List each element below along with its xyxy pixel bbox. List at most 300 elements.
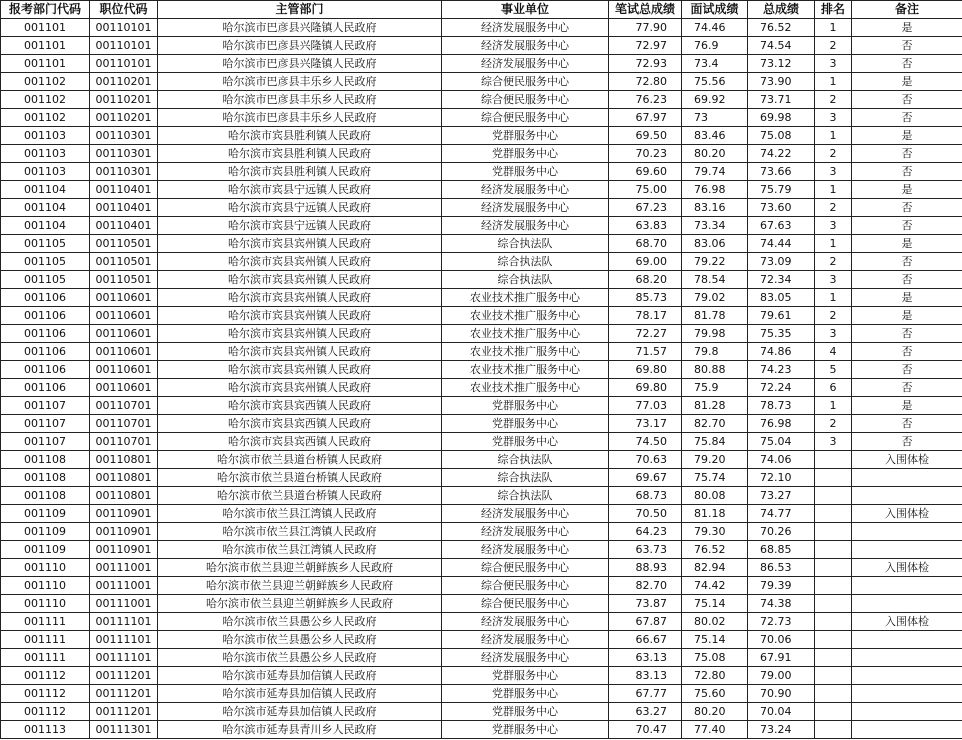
dept-code-cell[interactable]: 001109 [1, 523, 90, 541]
institution-cell[interactable]: 农业技术推广服务中心 [442, 307, 609, 325]
header-remark[interactable]: 备注 [852, 1, 962, 19]
rank-cell[interactable] [815, 721, 852, 739]
header-supervisor-dept[interactable]: 主管部门 [158, 1, 442, 19]
total-score-cell[interactable]: 70.26 [748, 523, 815, 541]
interview-score-cell[interactable]: 72.80 [682, 667, 748, 685]
interview-score-cell[interactable]: 79.20 [682, 451, 748, 469]
written-score-cell[interactable]: 85.73 [609, 289, 682, 307]
rank-cell[interactable]: 1 [815, 235, 852, 253]
supervisor-dept-cell[interactable]: 哈尔滨市巴彦县丰乐乡人民政府 [158, 73, 442, 91]
dept-code-cell[interactable]: 001106 [1, 379, 90, 397]
rank-cell[interactable] [815, 559, 852, 577]
dept-code-cell[interactable]: 001104 [1, 217, 90, 235]
rank-cell[interactable]: 6 [815, 379, 852, 397]
rank-cell[interactable]: 3 [815, 109, 852, 127]
rank-cell[interactable]: 3 [815, 433, 852, 451]
position-code-cell[interactable]: 00110601 [90, 307, 158, 325]
position-code-cell[interactable]: 00111101 [90, 649, 158, 667]
remark-cell[interactable] [852, 595, 962, 613]
rank-cell[interactable] [815, 667, 852, 685]
interview-score-cell[interactable]: 75.14 [682, 631, 748, 649]
total-score-cell[interactable]: 76.52 [748, 19, 815, 37]
rank-cell[interactable]: 1 [815, 289, 852, 307]
rank-cell[interactable] [815, 595, 852, 613]
supervisor-dept-cell[interactable]: 哈尔滨市宾县宁远镇人民政府 [158, 199, 442, 217]
dept-code-cell[interactable]: 001112 [1, 703, 90, 721]
remark-cell[interactable]: 否 [852, 379, 962, 397]
remark-cell[interactable]: 入围体检 [852, 505, 962, 523]
supervisor-dept-cell[interactable]: 哈尔滨市宾县宾州镇人民政府 [158, 289, 442, 307]
dept-code-cell[interactable]: 001102 [1, 109, 90, 127]
position-code-cell[interactable]: 00111001 [90, 559, 158, 577]
position-code-cell[interactable]: 00110901 [90, 541, 158, 559]
supervisor-dept-cell[interactable]: 哈尔滨市宾县宾州镇人民政府 [158, 325, 442, 343]
remark-cell[interactable]: 否 [852, 271, 962, 289]
supervisor-dept-cell[interactable]: 哈尔滨市宾县宾州镇人民政府 [158, 343, 442, 361]
total-score-cell[interactable]: 74.38 [748, 595, 815, 613]
position-code-cell[interactable]: 00110801 [90, 451, 158, 469]
total-score-cell[interactable]: 72.34 [748, 271, 815, 289]
position-code-cell[interactable]: 00110601 [90, 361, 158, 379]
supervisor-dept-cell[interactable]: 哈尔滨市巴彦县丰乐乡人民政府 [158, 109, 442, 127]
institution-cell[interactable]: 综合便民服务中心 [442, 577, 609, 595]
supervisor-dept-cell[interactable]: 哈尔滨市宾县宾州镇人民政府 [158, 235, 442, 253]
interview-score-cell[interactable]: 73.4 [682, 55, 748, 73]
written-score-cell[interactable]: 73.87 [609, 595, 682, 613]
interview-score-cell[interactable]: 79.30 [682, 523, 748, 541]
interview-score-cell[interactable]: 76.98 [682, 181, 748, 199]
written-score-cell[interactable]: 82.70 [609, 577, 682, 595]
position-code-cell[interactable]: 00111101 [90, 631, 158, 649]
total-score-cell[interactable]: 73.27 [748, 487, 815, 505]
written-score-cell[interactable]: 76.23 [609, 91, 682, 109]
supervisor-dept-cell[interactable]: 哈尔滨市延寿县加信镇人民政府 [158, 685, 442, 703]
interview-score-cell[interactable]: 82.70 [682, 415, 748, 433]
supervisor-dept-cell[interactable]: 哈尔滨市巴彦县兴隆镇人民政府 [158, 37, 442, 55]
position-code-cell[interactable]: 00110101 [90, 37, 158, 55]
supervisor-dept-cell[interactable]: 哈尔滨市延寿县加信镇人民政府 [158, 703, 442, 721]
total-score-cell[interactable]: 73.09 [748, 253, 815, 271]
institution-cell[interactable]: 经济发展服务中心 [442, 217, 609, 235]
rank-cell[interactable]: 2 [815, 199, 852, 217]
dept-code-cell[interactable]: 001111 [1, 631, 90, 649]
institution-cell[interactable]: 经济发展服务中心 [442, 19, 609, 37]
rank-cell[interactable]: 1 [815, 73, 852, 91]
interview-score-cell[interactable]: 80.08 [682, 487, 748, 505]
position-code-cell[interactable]: 00110701 [90, 415, 158, 433]
position-code-cell[interactable]: 00110501 [90, 271, 158, 289]
dept-code-cell[interactable]: 001110 [1, 595, 90, 613]
interview-score-cell[interactable]: 79.74 [682, 163, 748, 181]
total-score-cell[interactable]: 83.05 [748, 289, 815, 307]
institution-cell[interactable]: 经济发展服务中心 [442, 37, 609, 55]
position-code-cell[interactable]: 00110101 [90, 19, 158, 37]
written-score-cell[interactable]: 72.27 [609, 325, 682, 343]
interview-score-cell[interactable]: 81.18 [682, 505, 748, 523]
institution-cell[interactable]: 农业技术推广服务中心 [442, 289, 609, 307]
total-score-cell[interactable]: 73.24 [748, 721, 815, 739]
written-score-cell[interactable]: 67.77 [609, 685, 682, 703]
written-score-cell[interactable]: 69.50 [609, 127, 682, 145]
supervisor-dept-cell[interactable]: 哈尔滨市宾县宾州镇人民政府 [158, 307, 442, 325]
remark-cell[interactable] [852, 523, 962, 541]
supervisor-dept-cell[interactable]: 哈尔滨市依兰县江湾镇人民政府 [158, 541, 442, 559]
dept-code-cell[interactable]: 001102 [1, 91, 90, 109]
total-score-cell[interactable]: 73.90 [748, 73, 815, 91]
position-code-cell[interactable]: 00110201 [90, 109, 158, 127]
rank-cell[interactable]: 1 [815, 397, 852, 415]
supervisor-dept-cell[interactable]: 哈尔滨市依兰县迎兰朝鲜族乡人民政府 [158, 577, 442, 595]
interview-score-cell[interactable]: 80.20 [682, 703, 748, 721]
institution-cell[interactable]: 党群服务中心 [442, 685, 609, 703]
institution-cell[interactable]: 经济发展服务中心 [442, 505, 609, 523]
dept-code-cell[interactable]: 001109 [1, 541, 90, 559]
rank-cell[interactable]: 1 [815, 19, 852, 37]
interview-score-cell[interactable]: 79.02 [682, 289, 748, 307]
supervisor-dept-cell[interactable]: 哈尔滨市宾县宾州镇人民政府 [158, 379, 442, 397]
total-score-cell[interactable]: 74.22 [748, 145, 815, 163]
header-institution[interactable]: 事业单位 [442, 1, 609, 19]
position-code-cell[interactable]: 00111201 [90, 685, 158, 703]
written-score-cell[interactable]: 67.97 [609, 109, 682, 127]
interview-score-cell[interactable]: 73.34 [682, 217, 748, 235]
dept-code-cell[interactable]: 001101 [1, 37, 90, 55]
total-score-cell[interactable]: 75.79 [748, 181, 815, 199]
institution-cell[interactable]: 综合便民服务中心 [442, 109, 609, 127]
dept-code-cell[interactable]: 001105 [1, 235, 90, 253]
remark-cell[interactable]: 否 [852, 145, 962, 163]
total-score-cell[interactable]: 74.86 [748, 343, 815, 361]
institution-cell[interactable]: 综合执法队 [442, 253, 609, 271]
written-score-cell[interactable]: 77.03 [609, 397, 682, 415]
rank-cell[interactable] [815, 451, 852, 469]
supervisor-dept-cell[interactable]: 哈尔滨市宾县宾西镇人民政府 [158, 397, 442, 415]
supervisor-dept-cell[interactable]: 哈尔滨市延寿县青川乡人民政府 [158, 721, 442, 739]
remark-cell[interactable]: 入围体检 [852, 451, 962, 469]
supervisor-dept-cell[interactable]: 哈尔滨市依兰县江湾镇人民政府 [158, 523, 442, 541]
total-score-cell[interactable]: 67.91 [748, 649, 815, 667]
remark-cell[interactable]: 否 [852, 199, 962, 217]
supervisor-dept-cell[interactable]: 哈尔滨市宾县宾西镇人民政府 [158, 433, 442, 451]
written-score-cell[interactable]: 72.97 [609, 37, 682, 55]
rank-cell[interactable] [815, 505, 852, 523]
position-code-cell[interactable]: 00110401 [90, 217, 158, 235]
total-score-cell[interactable]: 78.73 [748, 397, 815, 415]
dept-code-cell[interactable]: 001106 [1, 361, 90, 379]
supervisor-dept-cell[interactable]: 哈尔滨市依兰县愚公乡人民政府 [158, 649, 442, 667]
institution-cell[interactable]: 党群服务中心 [442, 433, 609, 451]
dept-code-cell[interactable]: 001106 [1, 307, 90, 325]
written-score-cell[interactable]: 63.27 [609, 703, 682, 721]
total-score-cell[interactable]: 68.85 [748, 541, 815, 559]
remark-cell[interactable]: 是 [852, 235, 962, 253]
total-score-cell[interactable]: 70.04 [748, 703, 815, 721]
interview-score-cell[interactable]: 82.94 [682, 559, 748, 577]
interview-score-cell[interactable]: 76.9 [682, 37, 748, 55]
written-score-cell[interactable]: 74.50 [609, 433, 682, 451]
remark-cell[interactable]: 否 [852, 325, 962, 343]
institution-cell[interactable]: 经济发展服务中心 [442, 523, 609, 541]
interview-score-cell[interactable]: 75.84 [682, 433, 748, 451]
remark-cell[interactable]: 否 [852, 109, 962, 127]
rank-cell[interactable]: 3 [815, 55, 852, 73]
rank-cell[interactable]: 2 [815, 307, 852, 325]
dept-code-cell[interactable]: 001109 [1, 505, 90, 523]
institution-cell[interactable]: 综合便民服务中心 [442, 595, 609, 613]
interview-score-cell[interactable]: 75.74 [682, 469, 748, 487]
institution-cell[interactable]: 党群服务中心 [442, 415, 609, 433]
total-score-cell[interactable]: 75.04 [748, 433, 815, 451]
written-score-cell[interactable]: 69.67 [609, 469, 682, 487]
supervisor-dept-cell[interactable]: 哈尔滨市依兰县迎兰朝鲜族乡人民政府 [158, 559, 442, 577]
supervisor-dept-cell[interactable]: 哈尔滨市宾县宾州镇人民政府 [158, 361, 442, 379]
total-score-cell[interactable]: 69.98 [748, 109, 815, 127]
total-score-cell[interactable]: 74.06 [748, 451, 815, 469]
interview-score-cell[interactable]: 76.52 [682, 541, 748, 559]
dept-code-cell[interactable]: 001101 [1, 55, 90, 73]
position-code-cell[interactable]: 00110801 [90, 469, 158, 487]
remark-cell[interactable] [852, 649, 962, 667]
supervisor-dept-cell[interactable]: 哈尔滨市依兰县愚公乡人民政府 [158, 613, 442, 631]
remark-cell[interactable] [852, 631, 962, 649]
written-score-cell[interactable]: 70.47 [609, 721, 682, 739]
supervisor-dept-cell[interactable]: 哈尔滨市依兰县道台桥镇人民政府 [158, 469, 442, 487]
remark-cell[interactable] [852, 487, 962, 505]
supervisor-dept-cell[interactable]: 哈尔滨市延寿县加信镇人民政府 [158, 667, 442, 685]
dept-code-cell[interactable]: 001105 [1, 253, 90, 271]
total-score-cell[interactable]: 79.61 [748, 307, 815, 325]
remark-cell[interactable]: 否 [852, 217, 962, 235]
remark-cell[interactable]: 否 [852, 433, 962, 451]
remark-cell[interactable]: 否 [852, 415, 962, 433]
dept-code-cell[interactable]: 001113 [1, 721, 90, 739]
position-code-cell[interactable]: 00110201 [90, 91, 158, 109]
total-score-cell[interactable]: 86.53 [748, 559, 815, 577]
written-score-cell[interactable]: 69.80 [609, 361, 682, 379]
dept-code-cell[interactable]: 001112 [1, 667, 90, 685]
dept-code-cell[interactable]: 001107 [1, 415, 90, 433]
supervisor-dept-cell[interactable]: 哈尔滨市依兰县愚公乡人民政府 [158, 631, 442, 649]
dept-code-cell[interactable]: 001106 [1, 325, 90, 343]
institution-cell[interactable]: 经济发展服务中心 [442, 541, 609, 559]
position-code-cell[interactable]: 00110601 [90, 289, 158, 307]
written-score-cell[interactable]: 64.23 [609, 523, 682, 541]
position-code-cell[interactable]: 00110601 [90, 379, 158, 397]
written-score-cell[interactable]: 69.00 [609, 253, 682, 271]
header-dept-code[interactable]: 报考部门代码 [1, 1, 90, 19]
institution-cell[interactable]: 农业技术推广服务中心 [442, 379, 609, 397]
dept-code-cell[interactable]: 001108 [1, 451, 90, 469]
institution-cell[interactable]: 综合便民服务中心 [442, 91, 609, 109]
institution-cell[interactable]: 经济发展服务中心 [442, 649, 609, 667]
interview-score-cell[interactable]: 75.60 [682, 685, 748, 703]
position-code-cell[interactable]: 00111301 [90, 721, 158, 739]
dept-code-cell[interactable]: 001107 [1, 397, 90, 415]
header-position-code[interactable]: 职位代码 [90, 1, 158, 19]
position-code-cell[interactable]: 00110901 [90, 523, 158, 541]
written-score-cell[interactable]: 88.93 [609, 559, 682, 577]
rank-cell[interactable]: 2 [815, 145, 852, 163]
interview-score-cell[interactable]: 79.8 [682, 343, 748, 361]
total-score-cell[interactable]: 67.63 [748, 217, 815, 235]
position-code-cell[interactable]: 00111201 [90, 703, 158, 721]
rank-cell[interactable] [815, 649, 852, 667]
interview-score-cell[interactable]: 75.14 [682, 595, 748, 613]
institution-cell[interactable]: 党群服务中心 [442, 163, 609, 181]
dept-code-cell[interactable]: 001106 [1, 289, 90, 307]
dept-code-cell[interactable]: 001112 [1, 685, 90, 703]
total-score-cell[interactable]: 73.71 [748, 91, 815, 109]
institution-cell[interactable]: 农业技术推广服务中心 [442, 361, 609, 379]
supervisor-dept-cell[interactable]: 哈尔滨市宾县宾西镇人民政府 [158, 415, 442, 433]
remark-cell[interactable]: 否 [852, 361, 962, 379]
institution-cell[interactable]: 经济发展服务中心 [442, 631, 609, 649]
position-code-cell[interactable]: 00110301 [90, 145, 158, 163]
supervisor-dept-cell[interactable]: 哈尔滨市宾县胜利镇人民政府 [158, 145, 442, 163]
rank-cell[interactable] [815, 541, 852, 559]
written-score-cell[interactable]: 83.13 [609, 667, 682, 685]
institution-cell[interactable]: 农业技术推广服务中心 [442, 343, 609, 361]
institution-cell[interactable]: 经济发展服务中心 [442, 55, 609, 73]
interview-score-cell[interactable]: 80.20 [682, 145, 748, 163]
interview-score-cell[interactable]: 79.22 [682, 253, 748, 271]
written-score-cell[interactable]: 63.13 [609, 649, 682, 667]
remark-cell[interactable]: 入围体检 [852, 613, 962, 631]
rank-cell[interactable] [815, 613, 852, 631]
institution-cell[interactable]: 综合执法队 [442, 487, 609, 505]
supervisor-dept-cell[interactable]: 哈尔滨市依兰县江湾镇人民政府 [158, 505, 442, 523]
total-score-cell[interactable]: 74.77 [748, 505, 815, 523]
remark-cell[interactable] [852, 577, 962, 595]
position-code-cell[interactable]: 00110701 [90, 433, 158, 451]
institution-cell[interactable]: 综合便民服务中心 [442, 73, 609, 91]
interview-score-cell[interactable]: 81.78 [682, 307, 748, 325]
remark-cell[interactable] [852, 667, 962, 685]
institution-cell[interactable]: 党群服务中心 [442, 667, 609, 685]
interview-score-cell[interactable]: 83.46 [682, 127, 748, 145]
written-score-cell[interactable]: 73.17 [609, 415, 682, 433]
written-score-cell[interactable]: 77.90 [609, 19, 682, 37]
interview-score-cell[interactable]: 83.06 [682, 235, 748, 253]
dept-code-cell[interactable]: 001102 [1, 73, 90, 91]
dept-code-cell[interactable]: 001104 [1, 199, 90, 217]
position-code-cell[interactable]: 00110701 [90, 397, 158, 415]
total-score-cell[interactable]: 76.98 [748, 415, 815, 433]
position-code-cell[interactable]: 00111001 [90, 577, 158, 595]
written-score-cell[interactable]: 69.60 [609, 163, 682, 181]
written-score-cell[interactable]: 70.63 [609, 451, 682, 469]
written-score-cell[interactable]: 68.73 [609, 487, 682, 505]
rank-cell[interactable]: 2 [815, 37, 852, 55]
interview-score-cell[interactable]: 79.98 [682, 325, 748, 343]
header-total-score[interactable]: 总成绩 [748, 1, 815, 19]
remark-cell[interactable]: 是 [852, 289, 962, 307]
rank-cell[interactable] [815, 631, 852, 649]
written-score-cell[interactable]: 68.70 [609, 235, 682, 253]
total-score-cell[interactable]: 74.54 [748, 37, 815, 55]
written-score-cell[interactable]: 71.57 [609, 343, 682, 361]
rank-cell[interactable]: 1 [815, 127, 852, 145]
written-score-cell[interactable]: 63.83 [609, 217, 682, 235]
remark-cell[interactable] [852, 469, 962, 487]
written-score-cell[interactable]: 68.20 [609, 271, 682, 289]
total-score-cell[interactable]: 70.06 [748, 631, 815, 649]
written-score-cell[interactable]: 66.67 [609, 631, 682, 649]
interview-score-cell[interactable]: 75.56 [682, 73, 748, 91]
remark-cell[interactable]: 是 [852, 307, 962, 325]
dept-code-cell[interactable]: 001111 [1, 613, 90, 631]
institution-cell[interactable]: 综合执法队 [442, 469, 609, 487]
total-score-cell[interactable]: 72.24 [748, 379, 815, 397]
institution-cell[interactable]: 经济发展服务中心 [442, 181, 609, 199]
interview-score-cell[interactable]: 73 [682, 109, 748, 127]
total-score-cell[interactable]: 79.00 [748, 667, 815, 685]
supervisor-dept-cell[interactable]: 哈尔滨市宾县胜利镇人民政府 [158, 127, 442, 145]
position-code-cell[interactable]: 00111001 [90, 595, 158, 613]
header-interview-score[interactable]: 面试成绩 [682, 1, 748, 19]
supervisor-dept-cell[interactable]: 哈尔滨市巴彦县兴隆镇人民政府 [158, 19, 442, 37]
remark-cell[interactable]: 否 [852, 163, 962, 181]
position-code-cell[interactable]: 00110401 [90, 199, 158, 217]
total-score-cell[interactable]: 72.10 [748, 469, 815, 487]
interview-score-cell[interactable]: 80.88 [682, 361, 748, 379]
position-code-cell[interactable]: 00111101 [90, 613, 158, 631]
rank-cell[interactable] [815, 469, 852, 487]
rank-cell[interactable] [815, 523, 852, 541]
dept-code-cell[interactable]: 001110 [1, 559, 90, 577]
dept-code-cell[interactable]: 001108 [1, 469, 90, 487]
total-score-cell[interactable]: 70.90 [748, 685, 815, 703]
interview-score-cell[interactable]: 81.28 [682, 397, 748, 415]
written-score-cell[interactable]: 69.80 [609, 379, 682, 397]
interview-score-cell[interactable]: 75.08 [682, 649, 748, 667]
dept-code-cell[interactable]: 001105 [1, 271, 90, 289]
position-code-cell[interactable]: 00110901 [90, 505, 158, 523]
total-score-cell[interactable]: 74.23 [748, 361, 815, 379]
interview-score-cell[interactable]: 75.9 [682, 379, 748, 397]
rank-cell[interactable]: 2 [815, 91, 852, 109]
supervisor-dept-cell[interactable]: 哈尔滨市宾县胜利镇人民政府 [158, 163, 442, 181]
total-score-cell[interactable]: 72.73 [748, 613, 815, 631]
written-score-cell[interactable]: 72.93 [609, 55, 682, 73]
remark-cell[interactable]: 是 [852, 127, 962, 145]
supervisor-dept-cell[interactable]: 哈尔滨市宾县宁远镇人民政府 [158, 181, 442, 199]
position-code-cell[interactable]: 00110501 [90, 253, 158, 271]
supervisor-dept-cell[interactable]: 哈尔滨市宾县宾州镇人民政府 [158, 271, 442, 289]
position-code-cell[interactable]: 00110301 [90, 163, 158, 181]
rank-cell[interactable]: 4 [815, 343, 852, 361]
dept-code-cell[interactable]: 001106 [1, 343, 90, 361]
total-score-cell[interactable]: 75.35 [748, 325, 815, 343]
position-code-cell[interactable]: 00111201 [90, 667, 158, 685]
supervisor-dept-cell[interactable]: 哈尔滨市巴彦县丰乐乡人民政府 [158, 91, 442, 109]
rank-cell[interactable]: 3 [815, 325, 852, 343]
interview-score-cell[interactable]: 74.46 [682, 19, 748, 37]
remark-cell[interactable]: 否 [852, 91, 962, 109]
rank-cell[interactable]: 5 [815, 361, 852, 379]
position-code-cell[interactable]: 00110101 [90, 55, 158, 73]
total-score-cell[interactable]: 73.60 [748, 199, 815, 217]
written-score-cell[interactable]: 63.73 [609, 541, 682, 559]
remark-cell[interactable] [852, 685, 962, 703]
written-score-cell[interactable]: 75.00 [609, 181, 682, 199]
dept-code-cell[interactable]: 001110 [1, 577, 90, 595]
remark-cell[interactable]: 入围体检 [852, 559, 962, 577]
institution-cell[interactable]: 综合执法队 [442, 451, 609, 469]
interview-score-cell[interactable]: 83.16 [682, 199, 748, 217]
supervisor-dept-cell[interactable]: 哈尔滨市依兰县道台桥镇人民政府 [158, 451, 442, 469]
position-code-cell[interactable]: 00110301 [90, 127, 158, 145]
